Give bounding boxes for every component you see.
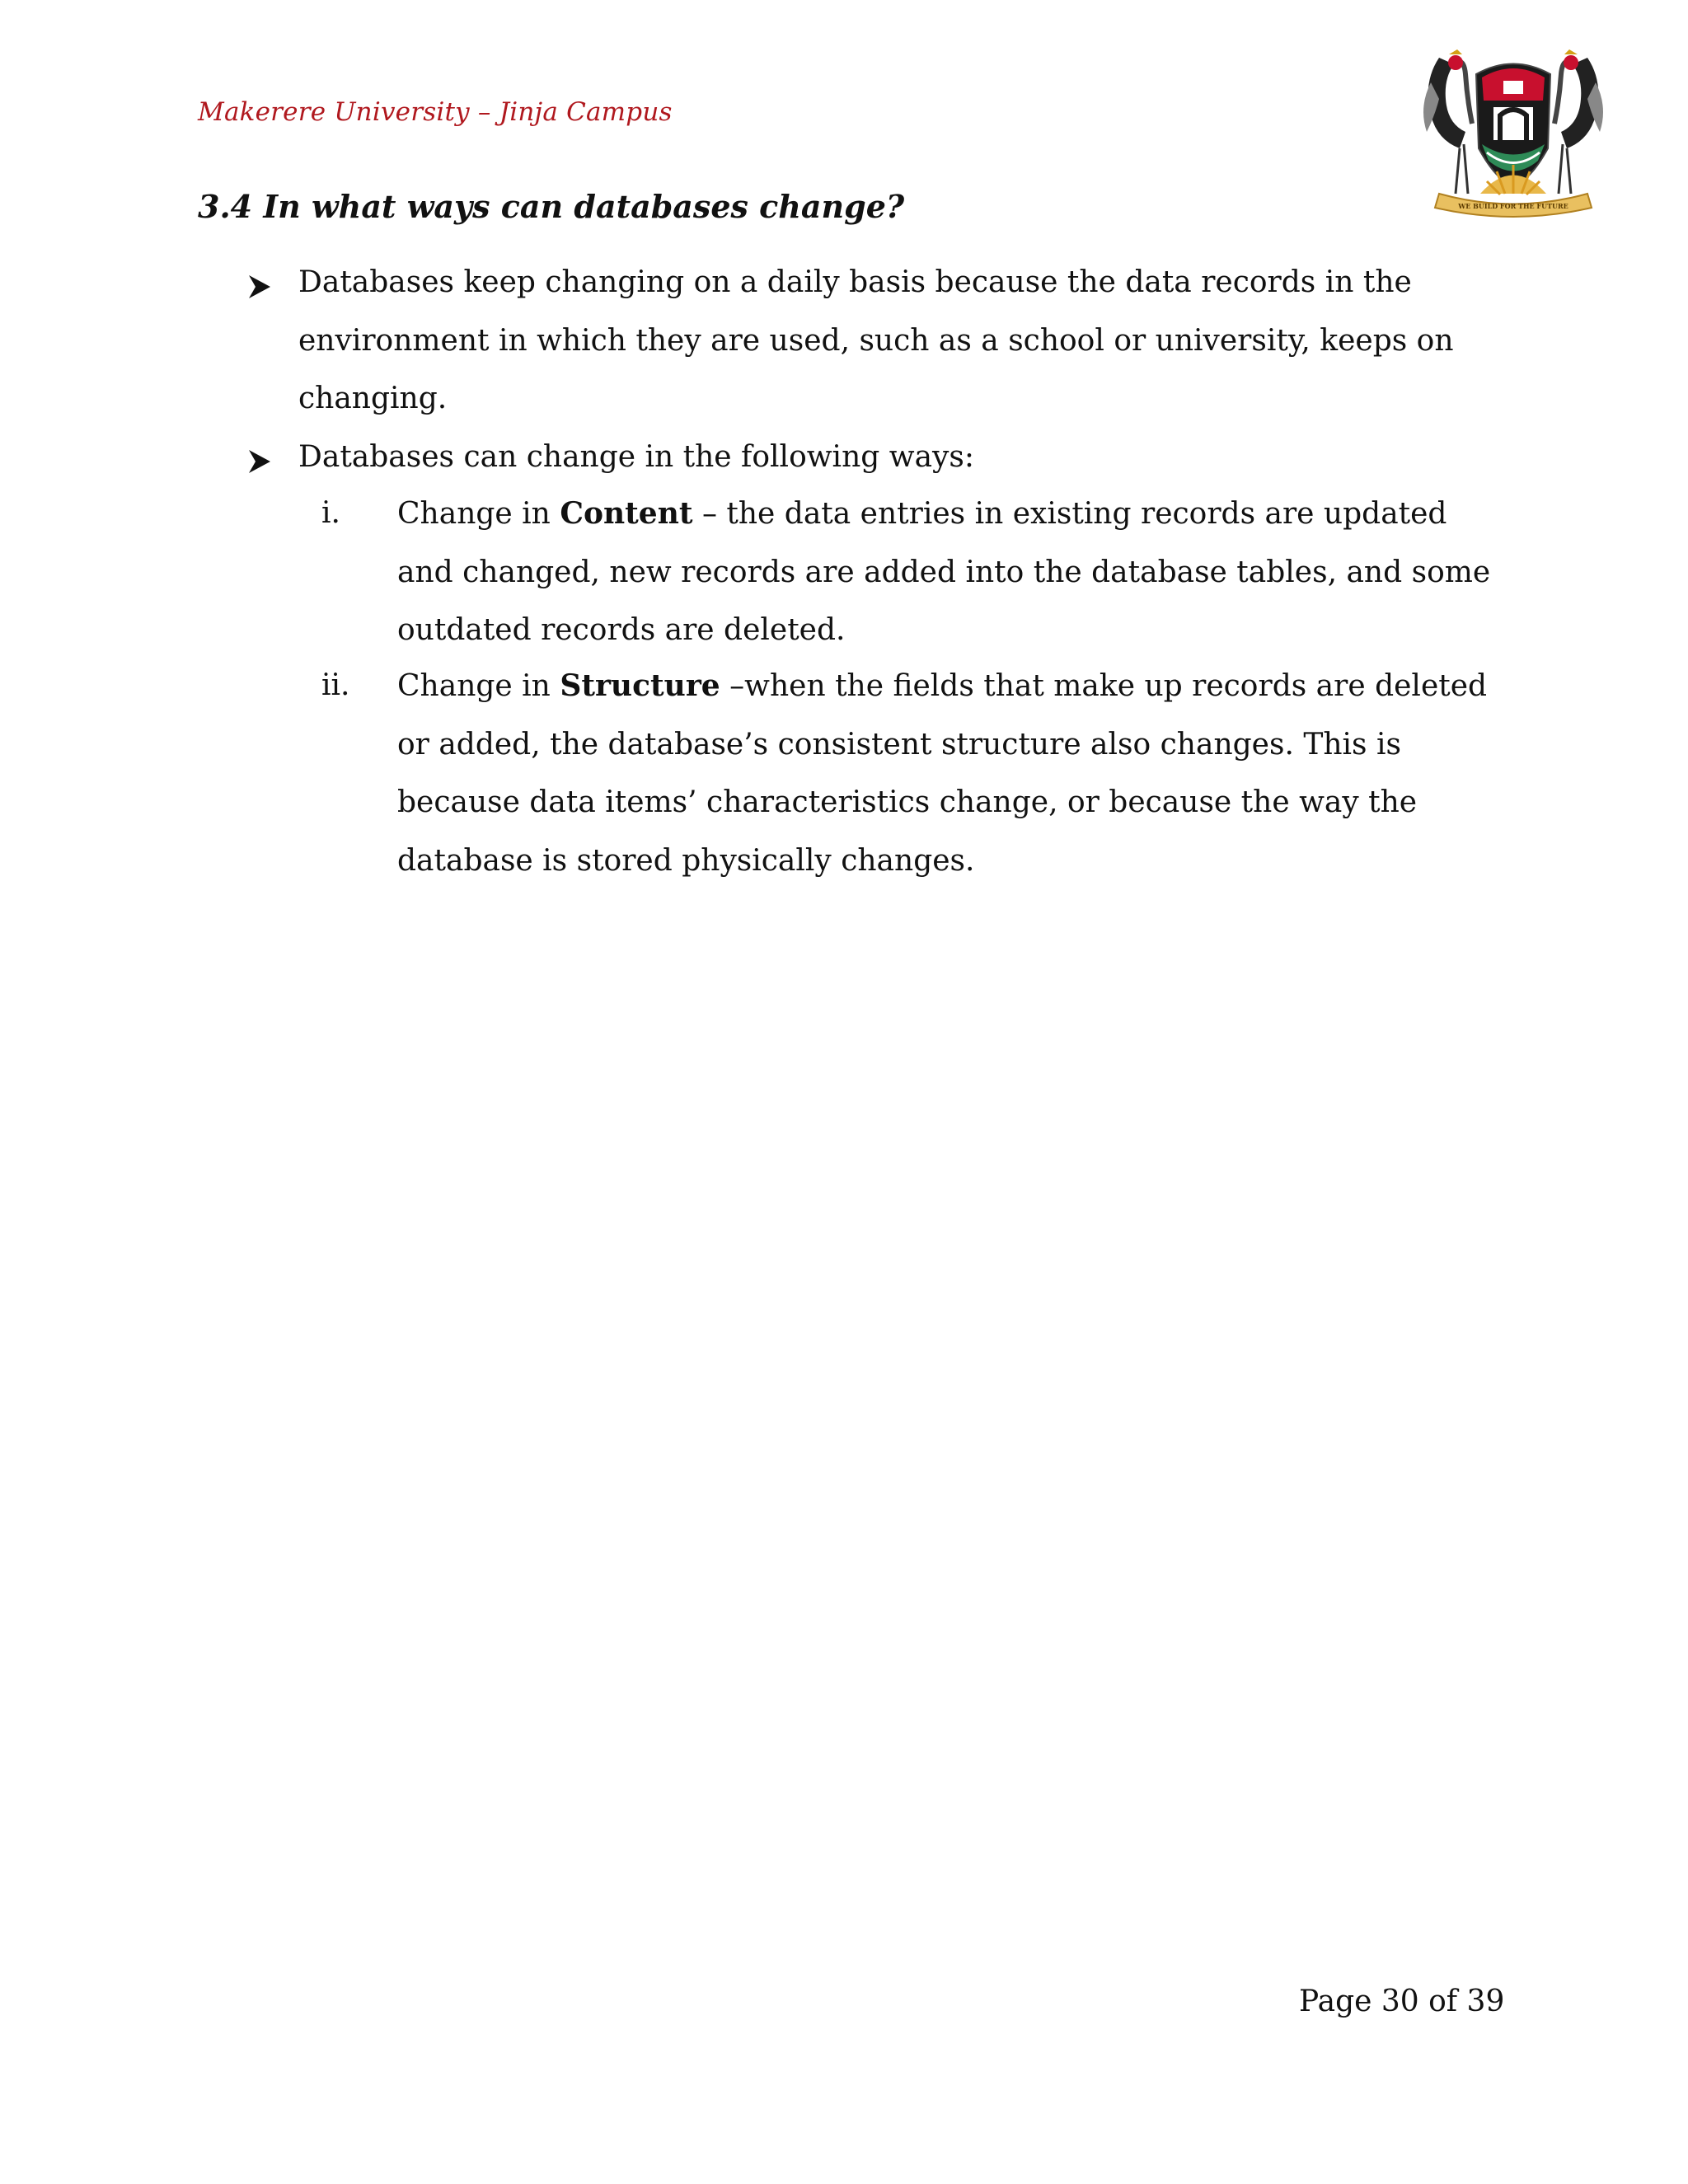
bullet-item xyxy=(247,429,1500,487)
left-crane-icon xyxy=(1423,49,1472,194)
right-crane-icon xyxy=(1554,49,1603,194)
bullet-text: Databases keep changing on a daily basis because the data records in the environment in which they are used, such as a school or university, keeps on changing. xyxy=(298,265,1454,415)
header-institution: Makerere University – Jinja Campus xyxy=(198,97,673,127)
list-marker: i. xyxy=(321,496,340,530)
bullet-text: Databases can change in the following ways: xyxy=(298,440,974,474)
list-item-text: Change in Content – the data entries in existing records are updated and changed, new records are added into the database tables, and some outdated records are deleted. xyxy=(397,496,1491,647)
arrow-bullet-icon xyxy=(247,272,272,302)
university-coat-of-arms-logo xyxy=(1414,49,1612,224)
motto-ribbon-icon xyxy=(1435,194,1592,217)
arrow-bullet-icon xyxy=(247,447,272,476)
page-number: Page 30 of 39 xyxy=(1299,1985,1505,2018)
list-item-structure xyxy=(321,657,1508,890)
bullet-item xyxy=(247,254,1500,429)
section-title: 3.4 In what ways can databases change? xyxy=(198,188,905,225)
term-content: Content xyxy=(560,496,693,531)
list-item-content xyxy=(321,485,1508,660)
list-marker: ii. xyxy=(321,668,350,702)
sun-icon xyxy=(1480,165,1546,194)
list-item-text: Change in Structure –when the fields that make up records are deleted or added, the database’s consistent structure also changes. This is because data items’ characteristics change, or because the way the database is stored physically changes. xyxy=(397,668,1488,878)
term-structure: Structure xyxy=(560,668,720,703)
svg-text:WE BUILD FOR THE FUTURE: WE BUILD FOR THE FUTURE xyxy=(1458,202,1568,210)
